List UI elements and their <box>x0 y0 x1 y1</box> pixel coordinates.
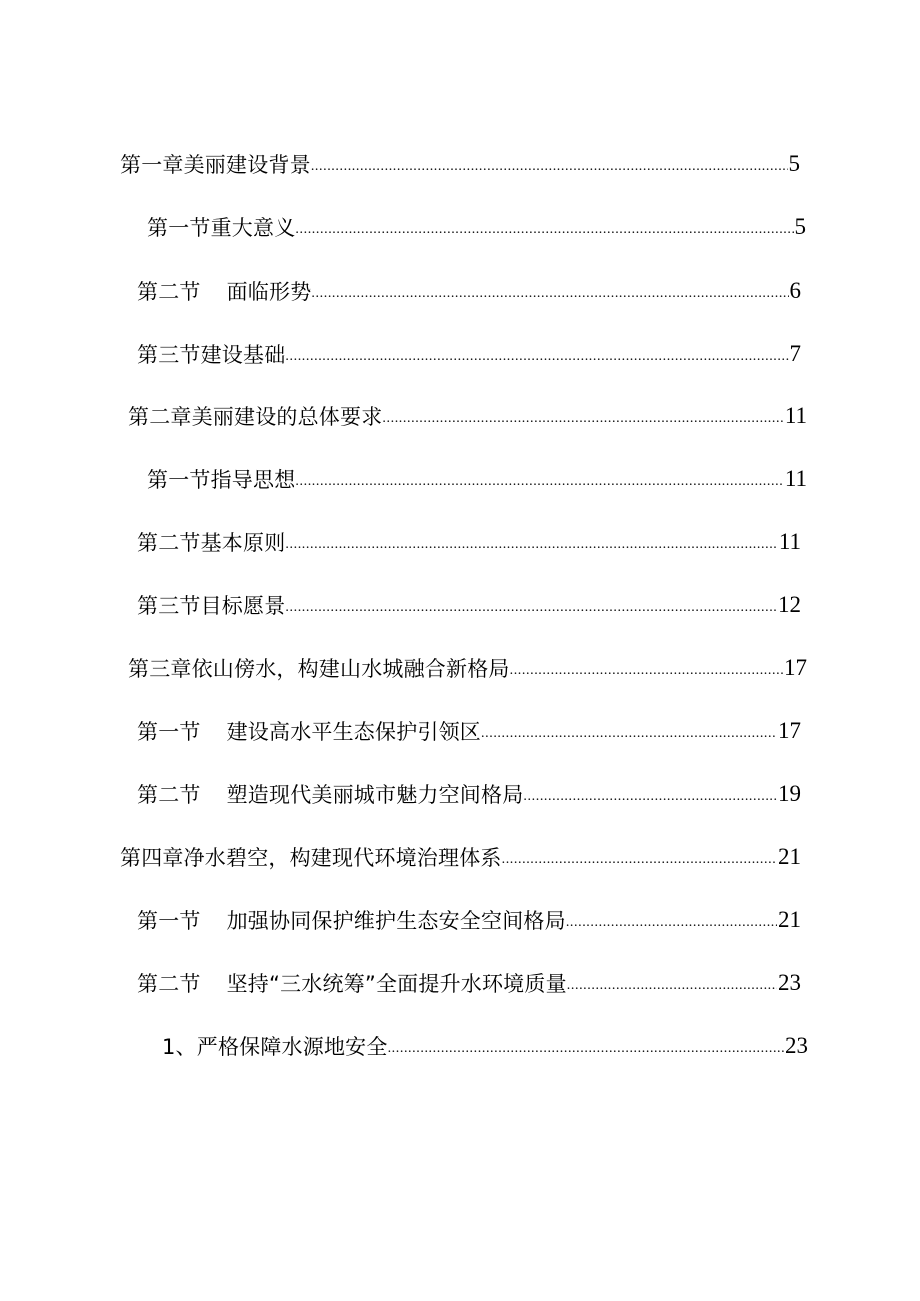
toc-entry-title <box>137 276 311 306</box>
toc-page-number: 17 <box>778 718 801 743</box>
toc-page-number: 5 <box>794 214 806 239</box>
toc-entry-section-3-2[interactable] <box>137 777 801 811</box>
toc-page-number: 11 <box>784 466 807 491</box>
toc-entry-title: 1、严格保障水源地安全 <box>162 1035 388 1059</box>
toc-page-number: 19 <box>778 781 801 806</box>
toc-entry-section-4-1[interactable] <box>137 903 801 937</box>
toc-page-number: 5 <box>788 151 800 176</box>
toc-dot-leader <box>295 462 783 496</box>
toc-entry-subtitle: 加强协同保护维护生态安全空间格局 <box>226 909 566 933</box>
toc-dot-leader <box>285 337 788 371</box>
toc-entry-chapter-3[interactable] <box>128 651 807 685</box>
toc-entry-section-1-1[interactable] <box>147 210 806 244</box>
toc-entry-chapter-2[interactable] <box>128 399 807 433</box>
toc-entry-subsection-4-2-1[interactable] <box>162 1029 808 1063</box>
toc-dot-leader <box>502 840 777 874</box>
toc-entry-prefix: 第一节 <box>137 909 201 933</box>
toc-dot-leader <box>388 1029 784 1063</box>
toc-entry-prefix: 第二节 <box>137 972 201 996</box>
toc-page-number: 23 <box>785 1033 808 1058</box>
toc-entry-title <box>137 968 567 998</box>
toc-entry-title <box>137 905 566 935</box>
toc-page-number: 21 <box>778 844 801 869</box>
toc-entry-title: 第二节基本原则 <box>137 531 286 555</box>
toc-dot-leader <box>510 651 783 685</box>
toc-dot-leader <box>523 777 777 811</box>
toc-entry-title: 第二章美丽建设的总体要求 <box>128 405 383 429</box>
toc-entry-chapter-4[interactable] <box>120 840 801 874</box>
toc-dot-leader <box>285 525 777 559</box>
toc-entry-title: 第一节指导思想 <box>147 468 296 492</box>
toc-entry-section-4-2[interactable] <box>137 966 801 1000</box>
toc-entry-title: 第三章依山傍水，构建山水城融合新格局 <box>128 657 510 681</box>
toc-dot-leader <box>295 210 793 244</box>
toc-entry-title: 第三节目标愿景 <box>137 594 286 618</box>
toc-entry-title: 第一章美丽建设背景 <box>120 153 311 177</box>
toc-entry-prefix: 第一节 <box>137 720 201 744</box>
toc-page-number: 11 <box>784 403 807 428</box>
toc-entry-section-3-1[interactable] <box>137 714 801 748</box>
toc-page-number: 17 <box>784 655 807 680</box>
toc-entry-chapter-1[interactable] <box>120 147 800 181</box>
toc-dot-leader <box>311 274 788 308</box>
toc-page-number: 11 <box>778 529 801 554</box>
toc-page-number: 7 <box>789 341 801 366</box>
toc-entry-title: 第四章净水碧空，构建现代环境治理体系 <box>120 846 502 870</box>
toc-entry-subtitle: 塑造现代美丽城市魅力空间格局 <box>226 783 524 807</box>
toc-page-number: 12 <box>778 592 801 617</box>
toc-dot-leader <box>566 903 777 937</box>
toc-entry-section-2-2[interactable] <box>137 525 801 559</box>
toc-dot-leader <box>567 966 777 1000</box>
toc-entry-subtitle: 面临形势 <box>226 280 312 304</box>
toc-dot-leader <box>481 714 777 748</box>
toc-entry-section-2-3[interactable] <box>137 588 801 622</box>
toc-entry-section-1-2[interactable] <box>137 274 801 308</box>
toc-entry-subtitle: 建设高水平生态保护引领区 <box>226 720 482 744</box>
toc-entry-subtitle: 坚持“三水统筹”全面提升水环境质量 <box>226 972 567 996</box>
toc-page-number: 21 <box>778 907 801 932</box>
toc-entry-title: 第三节建设基础 <box>137 343 286 367</box>
toc-entry-prefix: 第二节 <box>137 280 201 304</box>
toc-entry-title <box>137 716 481 746</box>
toc-entry-prefix: 第二节 <box>137 783 201 807</box>
toc-dot-leader <box>311 147 788 181</box>
toc-dot-leader <box>285 588 777 622</box>
toc-entry-title <box>137 779 523 809</box>
toc-dot-leader <box>382 399 783 433</box>
toc-entry-title: 第一节重大意义 <box>147 216 296 240</box>
toc-page-number: 6 <box>789 278 801 303</box>
toc-page-number: 23 <box>778 970 801 995</box>
toc-entry-section-1-3[interactable] <box>137 337 801 371</box>
toc-entry-section-2-1[interactable] <box>147 462 807 496</box>
